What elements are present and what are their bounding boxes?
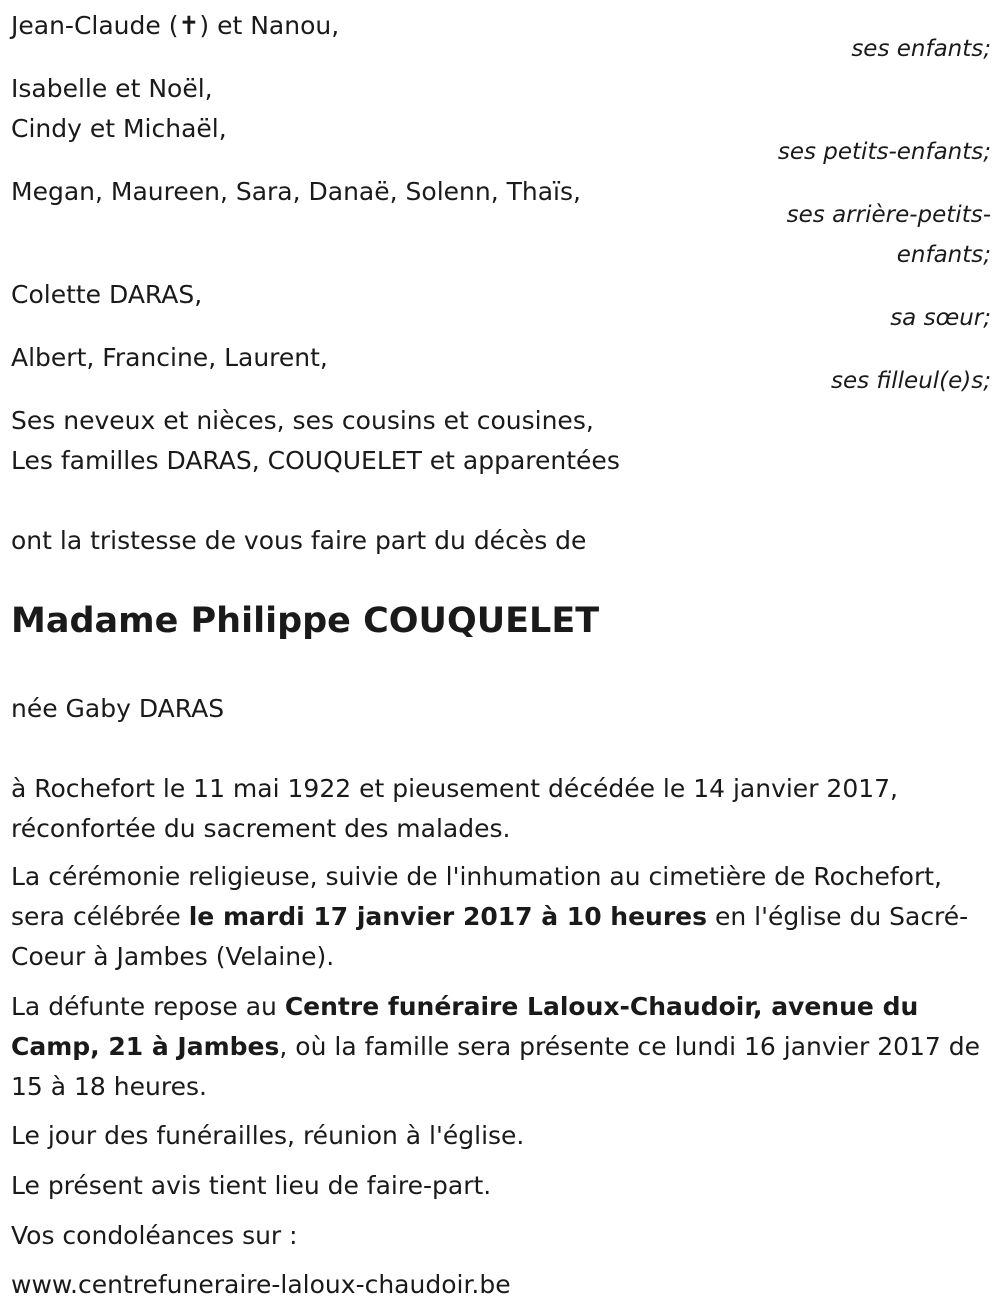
children-role: ses enfants; [851, 36, 991, 62]
godchildren-role: ses filleul(e)s; [830, 368, 991, 394]
notice-text: Le présent avis tient lieu de faire-part. [11, 1171, 492, 1200]
sister-role: sa sœur; [890, 305, 991, 331]
ceremony-text-pre: La cérémonie religieuse, suivie de l'inhumation au cimetière de Rochefort, sera célébrée [11, 862, 942, 931]
ceremony-text-post: en l'église du Sacré-Coeur à Jambes (Velaine). [11, 902, 969, 971]
website-link[interactable]: www.centrefuneraire-laloux-chaudoir.be [11, 1270, 511, 1299]
ceremony-paragraph [11, 857, 996, 977]
condolences-label: Vos condoléances sur : [11, 1221, 298, 1250]
maiden-name: née Gaby DARAS [11, 694, 225, 723]
rest-text-post: , où la famille sera présente ce lundi 16 janvier 2017 de 15 à 18 heures. [11, 1032, 981, 1101]
rest-text-pre: La défunte repose au [11, 992, 285, 1021]
announcement-text: ont la tristesse de vous faire part du décès de [11, 526, 587, 555]
relatives-line-1: Ses neveux et nièces, ses cousins et cousines, [11, 406, 594, 435]
great-grandchildren-role-1: ses arrière-petits- [786, 202, 991, 228]
grandchildren-role: ses petits-enfants; [777, 139, 991, 165]
great-grandchildren-role-2: enfants; [896, 242, 991, 268]
birth-death-paragraph: à Rochefort le 11 mai 1922 et pieusement décédée le 14 janvier 2017, réconfortée du sacrement des malades. [11, 774, 898, 843]
deceased-name: Madame Philippe COUQUELET [11, 601, 600, 641]
sister-name: Colette DARAS, [11, 280, 203, 309]
ceremony-date: le mardi 17 janvier 2017 à 10 heures [188, 902, 708, 931]
grandchildren-names-1: Isabelle et Noël, [11, 74, 213, 103]
children-names: Jean-Claude (✝) et Nanou, [11, 11, 340, 40]
great-grandchildren-names: Megan, Maureen, Sara, Danaë, Solenn, Thaïs, [11, 177, 581, 206]
rest-paragraph [11, 987, 996, 1107]
meeting-text: Le jour des funérailles, réunion à l'église. [11, 1121, 525, 1150]
relatives-line-2: Les familles DARAS, COUQUELET et apparentées [11, 446, 620, 475]
godchildren-names: Albert, Francine, Laurent, [11, 343, 328, 372]
funeral-home-address: Centre funéraire Laloux-Chaudoir, avenue du Camp, 21 à Jambes [11, 992, 919, 1061]
grandchildren-names-2: Cindy et Michaël, [11, 114, 227, 143]
